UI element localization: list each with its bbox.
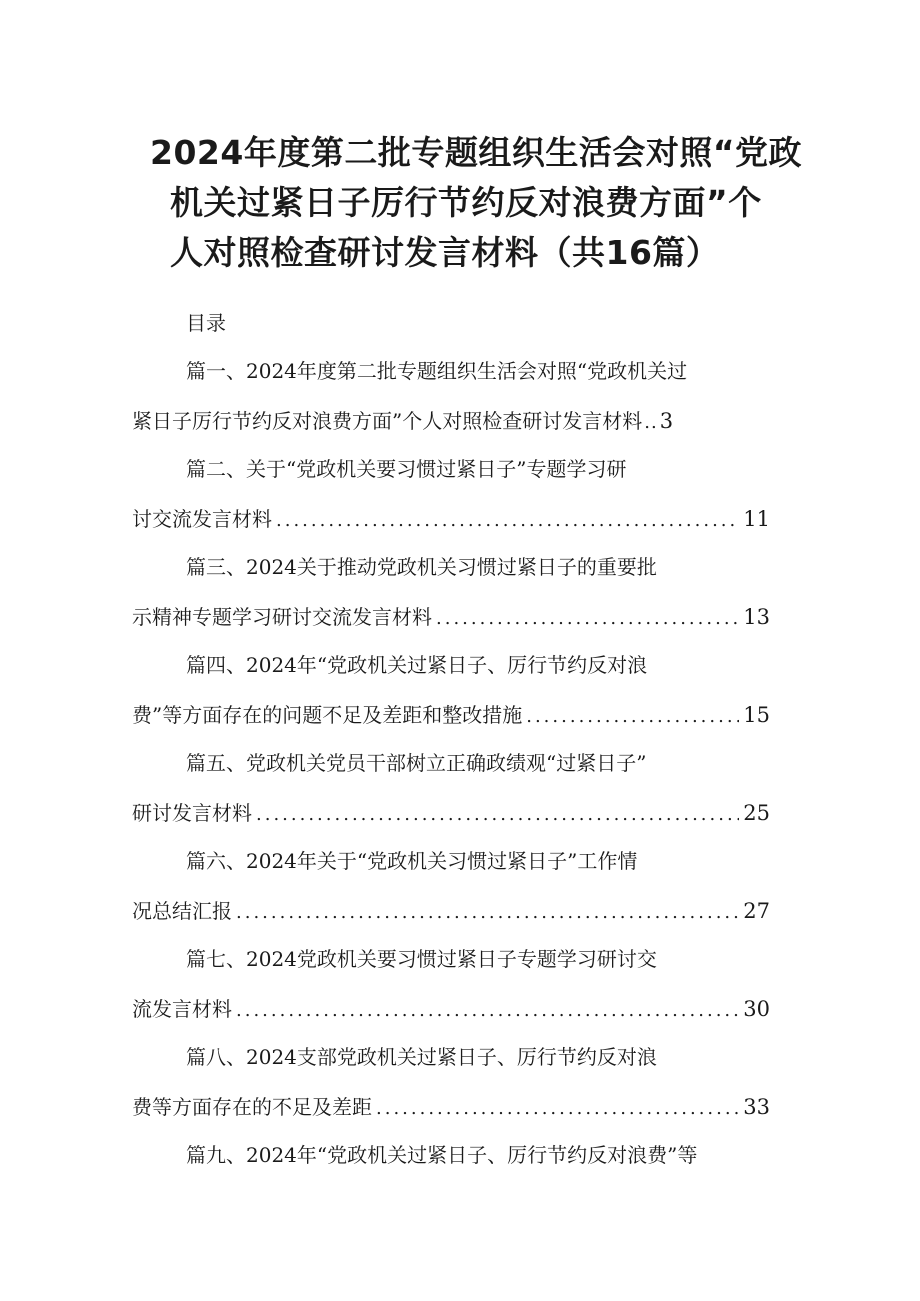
toc-page-number: 13 — [743, 605, 770, 629]
toc-page-number: 33 — [743, 1095, 770, 1119]
toc-leader-dots — [236, 893, 739, 933]
toc-entry-title-cont: 费等方面存在的不足及差距 — [132, 1095, 372, 1119]
toc-page-number: 15 — [743, 703, 770, 727]
toc-entry-9-partial[interactable]: 篇九、2024年“党政机关过紧日子、厉行节约反对浪费”等 — [186, 1143, 698, 1167]
title-line-2: 机关过紧日子厉行节约反对浪费方面”个 — [170, 183, 762, 222]
toc-entry-title: 篇八、2024支部党政机关过紧日子、厉行节约反对浪 — [186, 1045, 657, 1069]
table-of-contents — [132, 352, 792, 1185]
toc-entry-7[interactable] — [132, 940, 792, 1038]
toc-entry-title: 篇六、2024年关于“党政机关习惯过紧日子”工作情 — [186, 849, 638, 873]
toc-entry-2[interactable] — [132, 450, 792, 548]
toc-entry-title-cont: 研讨发言材料 — [132, 801, 252, 825]
title-line-1: 2024年度第二批专题组织生活会对照“党政 — [150, 133, 803, 172]
toc-leader-dots — [436, 599, 739, 639]
toc-page-number: 11 — [743, 507, 770, 531]
toc-entry-title: 篇五、党政机关党员干部树立正确政绩观“过紧日子” — [186, 751, 647, 775]
toc-leader-dots — [376, 1089, 739, 1129]
title-line-3: 人对照检查研讨发言材料（共16篇） — [170, 233, 720, 272]
toc-entry-title: 篇三、2024关于推动党政机关习惯过紧日子的重要批 — [186, 555, 657, 579]
toc-entry-title: 篇一、2024年度第二批专题组织生活会对照“党政机关过 — [186, 359, 688, 383]
toc-leader-dots — [526, 697, 739, 737]
toc-page-number: 27 — [743, 899, 770, 923]
toc-entry-6[interactable] — [132, 842, 792, 940]
toc-leader-dots — [644, 403, 657, 443]
toc-entry-title: 篇七、2024党政机关要习惯过紧日子专题学习研讨交 — [186, 947, 657, 971]
toc-entry-title-cont: 费”等方面存在的问题不足及差距和整改措施 — [132, 703, 523, 727]
toc-page-number: 3 — [659, 409, 674, 433]
toc-entry-title-cont: 况总结汇报 — [132, 899, 232, 923]
toc-heading: 目录 — [186, 311, 226, 335]
toc-entry-1[interactable] — [132, 352, 792, 450]
toc-entry-title-cont: 讨交流发言材料 — [132, 507, 272, 531]
toc-entry-title-cont: 紧日子厉行节约反对浪费方面”个人对照检查研讨发言材料 — [132, 409, 643, 433]
document-title — [150, 128, 803, 278]
toc-entry-3[interactable] — [132, 548, 792, 646]
toc-entry-4[interactable] — [132, 646, 792, 744]
toc-leader-dots — [236, 991, 739, 1031]
toc-entry-5[interactable] — [132, 744, 792, 842]
toc-page-number: 25 — [743, 801, 770, 825]
toc-entry-title: 篇四、2024年“党政机关过紧日子、厉行节约反对浪 — [186, 653, 648, 677]
toc-entry-title-cont: 示精神专题学习研讨交流发言材料 — [132, 605, 432, 629]
toc-entry-8[interactable] — [132, 1038, 792, 1136]
toc-leader-dots — [256, 795, 739, 835]
toc-leader-dots — [276, 501, 739, 541]
toc-page-number: 30 — [743, 997, 770, 1021]
toc-entry-title: 篇二、关于“党政机关要习惯过紧日子”专题学习研 — [186, 457, 627, 481]
toc-entry-title-cont: 流发言材料 — [132, 997, 232, 1021]
